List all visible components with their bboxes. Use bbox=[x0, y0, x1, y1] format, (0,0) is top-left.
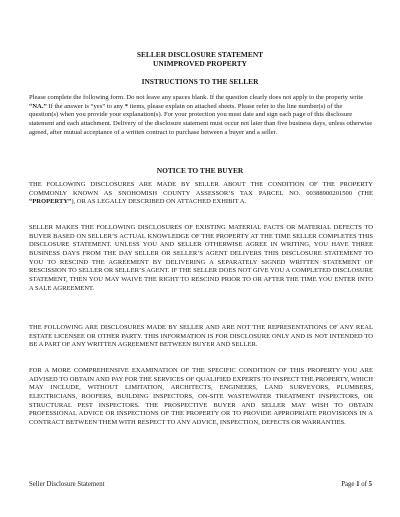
notice-paragraph-2: SELLER MAKES THE FOLLOWING DISCLOSURES OF EXISTING MATERIAL FACTS OR MATERIAL DEFECTS TO BUYER BASED ON SELLER’S ACTUAL KNOWLEDGE OF THE PROPERTY AT THE TIME SELLER COMPLETES THIS DISCLOSURE STATEMENT. UNLESS YOU AND SELLER OTHERWISE AGREE IN WRITING, YOU HAVE THREE BUSINESS DAYS FROM THE DAY SELLER OR SELLER’S AGENT DELIVERS THIS DISCLOSURE STATEMENT TO YOU TO RESCIND THE AGREEMENT BY DELIVERING A SEPARATELY SIGNED WRITTEN STATEMENT OF RESCISSION TO SELLER OR SELLER’S AGENT. IF THE SELLER DOES NOT GIVE YOU A COMPLETED DISCLOSURE STATEMENT, THEN YOU MAY WAIVE THE RIGHT TO RESCIND PRIOR TO OR AFTER THE TIME YOU ENTER INTO A SALE AGREEMENT. bbox=[29, 224, 373, 292]
notice-paragraph-3: THE FOLLOWING ARE DISCLOSURES MADE BY SELLER AND ARE NOT THE REPRESENTATIONS OF ANY REAL ESTATE LICENSEE OR OTHER PARTY. THIS INFORMATION IS FOR DISCLOSURE ONLY AND IS NOT INTENDED TO BE A PART OF ANY WRITTEN AGREEMENT BETWEEN BUYER AND SELLER. bbox=[29, 324, 373, 349]
page-current: 1 bbox=[356, 481, 360, 488]
page-prefix: Page bbox=[341, 481, 357, 488]
page-of: of bbox=[359, 481, 369, 488]
footer-page-number bbox=[341, 480, 372, 489]
document-title: SELLER DISCLOSURE STATEMENT bbox=[136, 50, 264, 59]
notice-paragraph-1 bbox=[29, 181, 373, 207]
property-defined-term: “PROPERTY” bbox=[29, 198, 72, 206]
notice-paragraph-4: FOR A MORE COMPREHENSIVE EXAMINATION OF THE SPECIFIC CONDITION OF THIS PROPERTY YOU ARE ADVISED TO OBTAIN AND PAY FOR THE SERVICES OF QUALIFIED EXPERTS TO INSPECT THE PROPERTY, WHICH MAY INCLUDE, WITHOUT LIMITATION, ARCHITECTS, ENGINEERS, LAND SURVEYORS, PLUMBERS, ELECTRICIANS, ROOFERS, BUILDING INSPECTORS, ON-SITE WASTEWATER TREATMENT INSPECTORS, OR STRUCTURAL PEST INSPECTORS. THE PROSPECTIVE BUYER AND SELLER MAY WISH TO OBTAIN PROFESSIONAL ADVICE OR INSPECTIONS OF THE PROPERTY OR TO PROVIDE APPROPRIATE PROVISIONS IN A CONTRACT BETWEEN THEM WITH RESPECT TO ANY ADVICE, INSPECTION, DEFECTS OR WARRANTIES. bbox=[29, 367, 373, 426]
star-marker: * bbox=[124, 102, 129, 110]
instructions-paragraph bbox=[29, 94, 373, 138]
notice-p1-text-2: ), OR AS LEGALLY DESCRIBED ON ATTACHED EXHIBIT A. bbox=[71, 198, 247, 206]
instructions-text-3: items, please explain on attached sheets. Please refer to the line number(s) of the question(s) when you provide your explanation(s). For your protection you must date and sign each page of this disclosure statement and each attachment. Delivery of the disclosure statement must occur not later than five business days, unless otherwise agreed, after mutual acceptance of a written contract to purchase between a buyer and a seller. bbox=[29, 102, 373, 136]
notice-p1-text-1: THE FOLLOWING DISCLOSURES ARE MADE BY SELLER ABOUT THE CONDITION OF THE PROPERTY COMMONLY KNOWN AS SNOHOMISH COUNTY ASSESSOR’S TAX PARCEL NO. 00388900201500 (THE bbox=[29, 181, 373, 197]
na-marker: “NA.” bbox=[29, 102, 47, 110]
instructions-text-2: If the answer is “yes” to any bbox=[46, 102, 125, 110]
document-subtitle: UNIMPROVED PROPERTY bbox=[153, 59, 247, 68]
instructions-text-1: Please complete the following form. Do not leave any spaces blank. If the question clearly does not apply to the property write bbox=[29, 94, 364, 101]
footer-document-name: Seller Disclosure Statement bbox=[29, 481, 105, 488]
notice-heading: NOTICE TO THE BUYER bbox=[156, 166, 244, 175]
page-total: 5 bbox=[368, 481, 372, 488]
instructions-heading: INSTRUCTIONS TO THE SELLER bbox=[141, 77, 259, 86]
